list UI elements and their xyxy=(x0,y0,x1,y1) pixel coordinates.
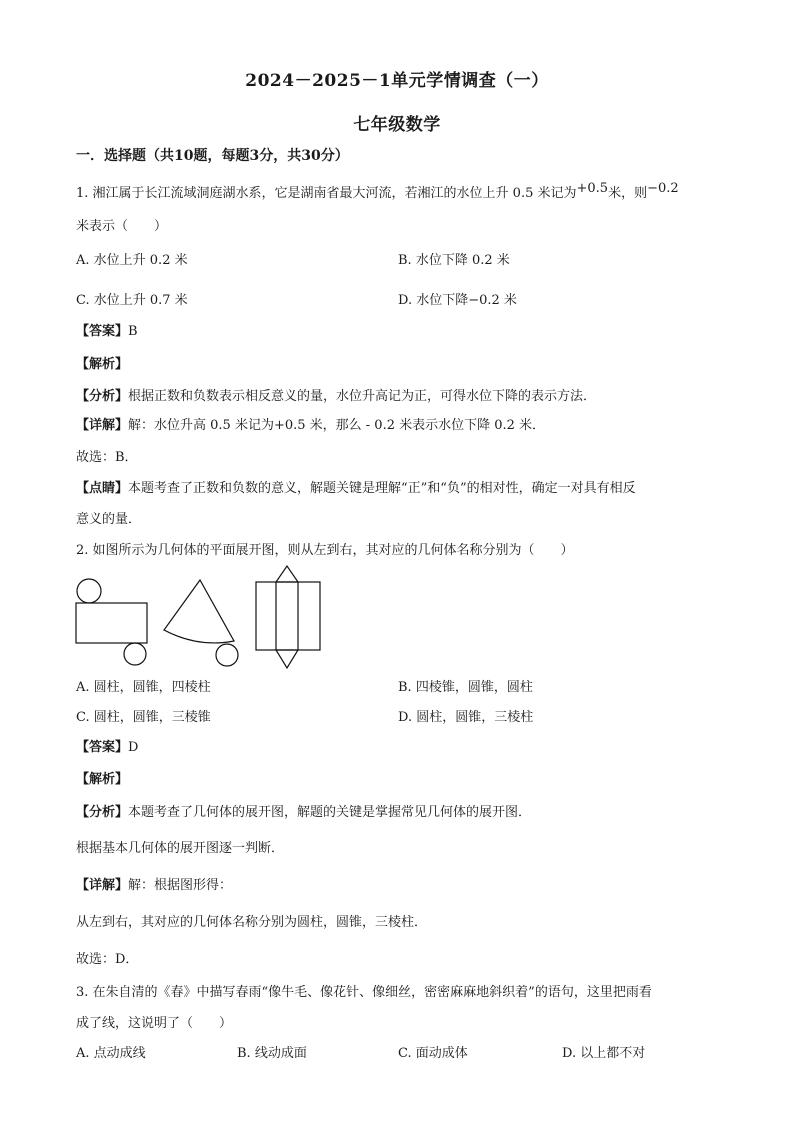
q1-stem-text-2: 米，则 xyxy=(608,186,648,201)
answer-value: D xyxy=(128,740,139,755)
xiangjie-tag: 【详解】 xyxy=(76,878,129,893)
page-title: 2024－2025－1单元学情调查（一） xyxy=(245,71,549,91)
answer-value: B xyxy=(128,324,138,339)
q1-option-a: A. 水位上升 0.2 米 xyxy=(76,253,188,268)
answer-tag: 【答案】 xyxy=(76,740,129,755)
cylinder-net xyxy=(76,579,147,665)
q2-option-a: A. 圆柱，圆锥，四棱柱 xyxy=(76,680,211,695)
q1-guxuan: 故选：B． xyxy=(76,450,138,465)
q2-option-b: B. 四棱锥，圆锥，圆柱 xyxy=(398,680,533,695)
q2-option-d: D. 圆柱，圆锥，三棱柱 xyxy=(398,710,534,725)
q1-stem-line2: 米表示（ ） xyxy=(76,219,168,234)
q2-analysis-tag: 【解析】 xyxy=(76,772,129,787)
fenxi-text: 本题考查了几何体的展开图，解题的关键是掌握常见几何体的展开图． xyxy=(128,805,532,820)
q3-option-b: B. 线动成面 xyxy=(237,1046,307,1061)
xiangjie-text: 解：根据图形得： xyxy=(128,878,233,893)
answer-tag: 【答案】 xyxy=(76,324,129,339)
q1-value-negative: −0.2 xyxy=(647,181,679,196)
fenxi-tag: 【分析】 xyxy=(76,805,129,820)
q2-guxuan: 故选：D． xyxy=(76,952,139,967)
q2-xiangjie xyxy=(76,878,232,894)
q3-option-a: A. 点动成线 xyxy=(76,1046,146,1061)
q3-stem: 3. 在朱自清的《春》中描写春雨“像牛毛、像花针、像细丝，密密麻麻地斜织着”的语句，这里把雨看 xyxy=(76,985,652,1000)
q1-analysis-tag: 【解析】 xyxy=(76,357,129,372)
fenxi-tag: 【分析】 xyxy=(76,389,129,404)
q1-value-positive: +0.5 xyxy=(576,181,609,196)
page-subtitle: 七年级数学 xyxy=(353,115,441,135)
dianjing-text: 本题考查了正数和负数的意义，解题关键是理解“正”和“负”的相对性，确定一对具有相反 xyxy=(128,481,636,496)
q2-stem: 2. 如图所示为几何体的平面展开图，则从左到右，其对应的几何体名称分别为（ ） xyxy=(76,543,574,558)
q2-option-c: C. 圆柱，圆锥，三棱锥 xyxy=(76,710,211,725)
q1-option-b: B. 水位下降 0.2 米 xyxy=(398,253,510,268)
xiangjie-tag: 【详解】 xyxy=(76,418,129,433)
q3-option-d: D. 以上都不对 xyxy=(562,1046,646,1061)
q3-stem-line2: 成了线，这说明了（ ） xyxy=(76,1016,233,1031)
q1-option-d: D. 水位下降−0.2 米 xyxy=(398,293,517,308)
q1-stem-text: 1. 湘江属于长江流域洞庭湖水系，它是湖南省最大河流，若湘江的水位上升 0.5 米记为 xyxy=(76,186,577,201)
q1-option-c: C. 水位上升 0.7 米 xyxy=(76,293,188,308)
q2-line4: 从左到右，其对应的几何体名称分别为圆柱，圆锥，三棱柱． xyxy=(76,915,428,930)
q2-line2: 根据基本几何体的展开图逐一判断． xyxy=(76,841,285,856)
triangular-prism-net xyxy=(256,566,320,668)
q1-dianjing-line2: 意义的量． xyxy=(76,512,142,527)
q2-answer xyxy=(76,740,138,756)
q3-option-c: C. 面动成体 xyxy=(398,1046,468,1061)
xiangjie-text: 解：水位升高 0.5 米记为+0.5 米，那么 - 0.2 米表示水位下降 0.2 米． xyxy=(128,418,546,433)
cone-net xyxy=(164,580,238,666)
q2-fenxi xyxy=(76,805,531,821)
section-heading: 一．选择题（共10题，每题3分，共30分） xyxy=(76,148,349,164)
fenxi-text: 根据正数和负数表示相反意义的量，水位升高记为正，可得水位下降的表示方法． xyxy=(128,389,597,404)
dianjing-tag: 【点睛】 xyxy=(76,481,129,496)
